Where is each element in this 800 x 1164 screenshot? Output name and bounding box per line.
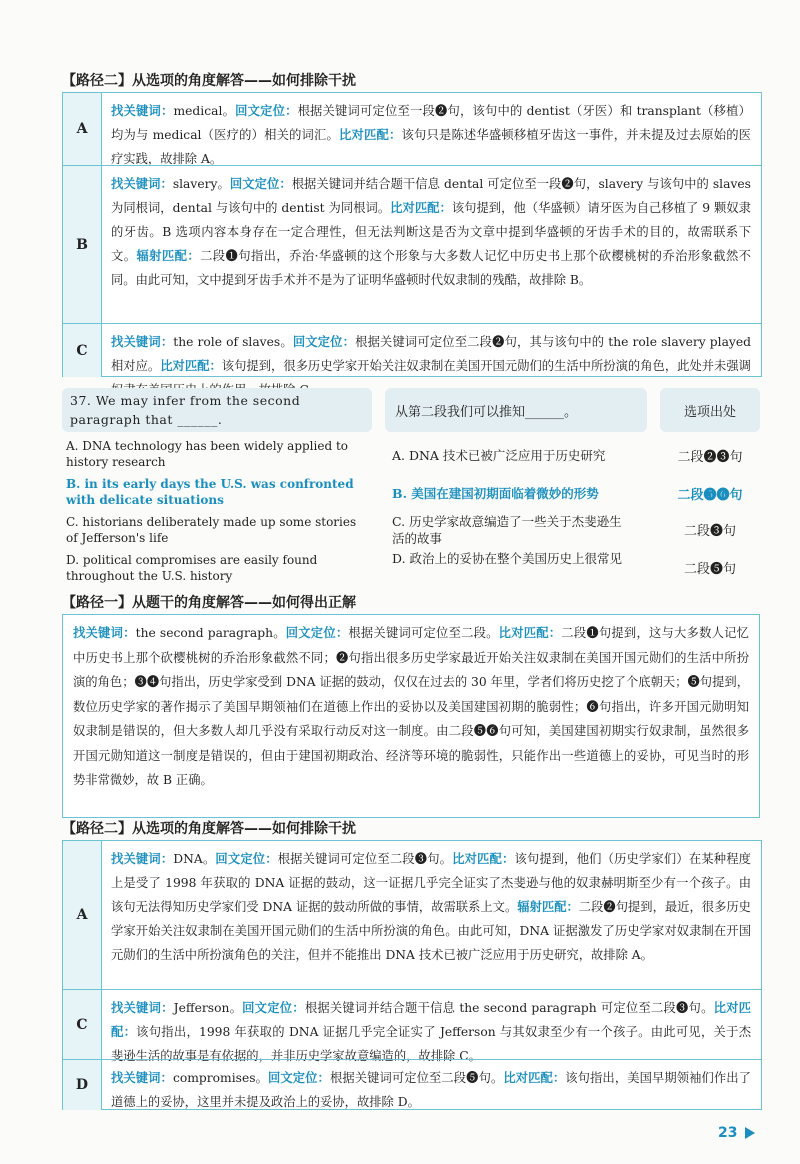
analysis-text: 二段❶句提到，这与大多数人记忆中历史书上那个砍樱桃树的乔治形象截然不同；❷句指出很多历史学家最近开始关注奴隶制在美国开国元勋们的生活中所扮演的角色；❸❹句指出，历史学家受到 DNA 证据的鼓动，仅仅在过去的 30 年里，学者们将历史挖了个底朝天；❺句提到，数位历史学家的著作揭示了美国早期领袖们在道德上作出的妥协以及美国建国初期的脆弱性；❻句指出，许多开国元勋明知奴隶制是错误的，但大多数人却几乎没有采取行动反对这一制度。由二段❺❻句可知，美国建国初期实行奴隶制，虽然很多开国元勋知道这一制度是错误的，但由于建国初期政治、经济等环境的脆弱性，只能作出一些道德上的妥协，可见当时的形势非常微妙，故 B 正确。: [73, 626, 749, 787]
keyword-label: 比对匹配：: [452, 852, 515, 866]
keyword-label: 回文定位：: [242, 1001, 305, 1015]
question-stem-en-box: [62, 388, 372, 432]
table-row: [63, 841, 761, 989]
analysis-text: the second paragraph。: [135, 626, 286, 640]
path-two-header: 【路径二】从选项的角度解答——如何排除干扰: [62, 821, 356, 837]
analysis-text: slavery。: [172, 177, 230, 191]
row-label: D: [63, 1060, 102, 1110]
option-en-d: D. political compromises are easily found throughout the U.S. history: [66, 553, 318, 583]
row-text: [111, 99, 751, 171]
analysis-text: compromises。: [172, 1071, 269, 1085]
arrow-icon: [745, 1127, 755, 1139]
analysis-text: 该句提到，很多历史学家开始关注奴隶制在美国开国元勋们的生活中所扮演的角色，此处并未强调: [221, 359, 751, 373]
question-stem-cn-box: [385, 388, 647, 432]
path-one-header: 【路径一】从题干的角度解答——如何得出正解: [62, 595, 356, 611]
keyword-label: 比对匹配：: [160, 359, 222, 373]
keyword-label: 辐射匹配：: [517, 900, 579, 914]
page-number: [718, 1122, 755, 1141]
top-section-header: 【路径二】从选项的角度解答——如何排除干扰: [62, 73, 356, 89]
question-stem-en: 37. We may infer from the second paragraph that ______.: [70, 393, 301, 427]
analysis-text: 根据关键词可定位至一段❷句，该句中的 dentist（牙医）和 transplant（移植）均为与 medical（医疗的）相关的词汇。: [111, 104, 751, 142]
analysis-text: 根据关键词可定位至二段❸句。: [277, 852, 453, 866]
keyword-label: 回文定位：: [292, 335, 356, 349]
table-row: [63, 989, 761, 1063]
source-header: 选项出处: [683, 404, 736, 420]
analysis-text: 该句提到，他（华盛顿）请牙医为自己移植了 9 颗奴隶的牙齿。B 选项内容本身存在一定合理性，但无法判断这是否为文章中提到华盛顿的牙齿手术的目的，故需联系下文。: [111, 201, 751, 263]
path-two-table: [62, 840, 762, 1110]
analysis-text: medical。: [173, 104, 236, 118]
row-label: B: [63, 166, 102, 324]
analysis-text: 该句提到，他们（历史学家们）在某种程度上是受了 1998 年获取的 DNA 证据的鼓动，这一证据几乎完全证实了杰斐逊与他的奴隶赫明斯至少有一个孩子。由该句无法得知历史学家们受 DNA 证据的鼓动所做的事情，故需联系上文。: [111, 852, 751, 914]
keyword-label: 回文定位：: [285, 626, 349, 640]
keyword-label: 比对匹配：: [503, 1071, 566, 1085]
row-text: [111, 172, 751, 292]
analysis-text: 根据关键词并结合题干信息 dental 可定位至一段❷句，slavery 与该句中的 slaves 为同根词，dental 与该句中的 dentist 为同根词。: [111, 177, 751, 215]
keyword-label: 找关键词：: [111, 104, 174, 118]
keyword-label: 回文定位：: [215, 852, 278, 866]
keyword-label: 回文定位：: [235, 104, 298, 118]
keyword-label: 辐射匹配：: [136, 249, 201, 263]
analysis-text: 根据关键词可定位至二段。: [348, 626, 499, 640]
keyword-label: 找关键词：: [111, 335, 174, 349]
top-analysis-table: [62, 92, 762, 377]
page-number-text: 23: [718, 1125, 738, 1141]
option-en-b: B. in its early days the U.S. was confronted with delicate situations: [66, 477, 354, 507]
option-cn-b: B. 美国在建国初期面临着微妙的形势: [392, 486, 599, 501]
analysis-text: the role of slaves。: [173, 335, 293, 349]
table-row: [63, 1059, 761, 1110]
analysis-text: 该句指出，美国早期领袖们作出了道德上的妥协，这里并未提及政治上的妥协，故排除 D。: [111, 1071, 751, 1109]
keyword-label: 回文定位：: [229, 177, 292, 191]
option-src-a: 二段❷❸句: [677, 450, 743, 465]
analysis-text: 二段❶句指出，乔治·华盛顿的这个形象与大多数人记忆中历史书上那个砍樱桃树的乔治形象截然不同。由此可知，文中提到牙齿手术并不是为了证明华盛顿时代奴隶制的残酷，故排除 B。: [111, 249, 751, 287]
keyword-label: 找关键词：: [111, 1001, 174, 1015]
option-en-c: C. historians deliberately made up some stories of Jefferson's life: [66, 515, 357, 545]
path-one-box: [62, 614, 760, 818]
table-row: [63, 93, 761, 165]
question-stem-cn: 从第二段我们可以推知______。: [395, 404, 578, 420]
option-src-b: 二段❺❻句: [677, 488, 743, 503]
analysis-text: 根据关键词可定位至二段❷句，其与该句中的 the role slavery played 相对应。: [111, 335, 751, 373]
analysis-text: 该句指出，1998 年获取的 DNA 证据几乎完全证实了 Jefferson 与其奴隶至少有一个孩子。由此可见，关于杰斐逊生活的故事是有依据的，并非历史学家故意编造的，故排除 C。: [111, 1025, 751, 1063]
keyword-label: 找关键词：: [73, 626, 136, 640]
keyword-label: 比对匹配：: [390, 201, 452, 215]
keyword-label: 比对匹配：: [111, 1001, 751, 1039]
row-text: [111, 1066, 751, 1114]
analysis-text: 根据关键词并结合题干信息 the second paragraph 可定位至二段❸句。: [304, 1001, 714, 1015]
option-cn-a: A. DNA 技术已被广泛应用于历史研究: [392, 448, 606, 463]
option-src-d: 二段❺句: [683, 562, 736, 577]
keyword-label: 找关键词：: [111, 1071, 173, 1085]
source-header-box: [660, 388, 760, 432]
option-cn-c: C. 历史学家故意编造了一些关于杰斐逊生活的故事: [392, 514, 622, 546]
row-label: C: [63, 990, 102, 1060]
keyword-label: 找关键词：: [111, 852, 174, 866]
analysis-text: 二段❷句提到，最近，很多历史学家开始关注奴隶制在美国开国元勋们的生活中所扮演的角色。由此可知，DNA 证据激发了历史学家对奴隶制在开国元勋们的生活中所扮演角色的关注，但并不能推出 DNA 技术已被广泛应用于历史研究，故排除 A。: [111, 900, 751, 962]
row-text: [111, 847, 751, 967]
table-row: [63, 165, 761, 324]
row-label: C: [63, 324, 102, 377]
analysis-text: Jefferson。: [173, 1001, 243, 1015]
keyword-label: 比对匹配：: [498, 626, 562, 640]
option-en-a: A. DNA technology has been widely applied to history research: [66, 439, 349, 469]
path-one-text: [73, 621, 749, 793]
row-label: A: [63, 93, 102, 165]
row-text: [111, 996, 751, 1068]
analysis-text: 根据关键词可定位至二段❺句。: [329, 1071, 504, 1085]
analysis-text: DNA。: [173, 852, 216, 866]
analysis-text: 该句只是陈述华盛顿移植牙齿这一事件，并未提及过去原始的医疗实践，故排除 A。: [111, 128, 751, 166]
table-row: [63, 323, 761, 377]
keyword-label: 回文定位：: [268, 1071, 330, 1085]
keyword-label: 找关键词：: [111, 177, 173, 191]
keyword-label: 比对匹配：: [339, 128, 402, 142]
option-cn-d: D. 政治上的妥协在整个美国历史上很常见: [392, 551, 623, 566]
row-label: A: [63, 841, 102, 989]
option-src-c: 二段❸句: [683, 524, 736, 539]
